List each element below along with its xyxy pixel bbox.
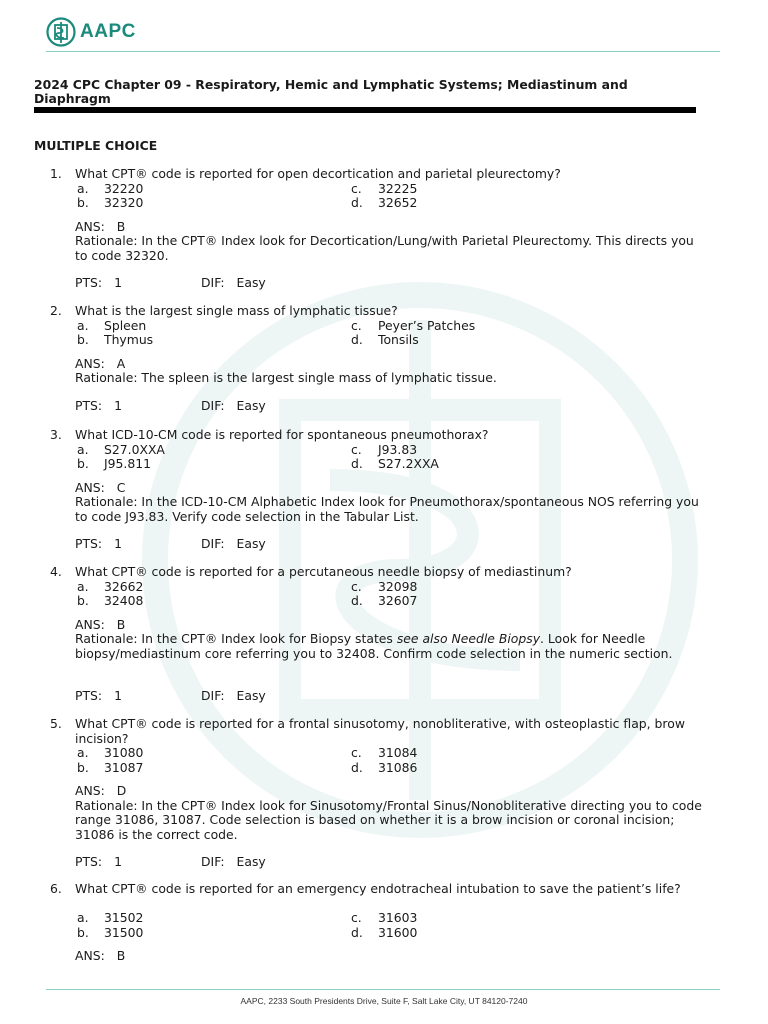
answer-key	[75, 618, 125, 633]
points-value: 1	[114, 536, 122, 551]
option-value: 32652	[378, 195, 418, 210]
question-number: 2.	[50, 303, 62, 318]
answer-label: ANS:	[75, 479, 105, 495]
option-letter: c.	[351, 910, 362, 925]
option-letter: a.	[77, 441, 89, 457]
rationale-text-part: . Look for Needle biopsy/mediastinum core referring you to 32408. Confirm code selection in the numeric section.	[75, 631, 673, 661]
option-letter: b.	[77, 593, 89, 608]
difficulty-field	[201, 399, 266, 414]
option-letter: a.	[77, 578, 89, 594]
points-value: 1	[114, 687, 122, 703]
points-value: 1	[114, 854, 122, 869]
difficulty-field	[201, 276, 266, 291]
option-letter: b.	[77, 332, 89, 347]
option-letter: c.	[351, 180, 362, 196]
answer-label: ANS:	[75, 948, 105, 963]
rationale-text: Rationale: In the CPT® Index look for Decortication/Lung/with Parietal Pleurectomy. This directs you to code 32320.	[75, 233, 694, 263]
points-field	[75, 537, 122, 552]
brand-name: AAPC	[80, 20, 136, 42]
answer-key	[75, 949, 125, 964]
option-letter: a.	[77, 745, 89, 760]
option-value: 32225	[378, 180, 418, 196]
option-value: S27.0XXA	[104, 441, 165, 457]
points-label: PTS:	[75, 275, 103, 290]
difficulty-value: Easy	[236, 397, 266, 413]
rationale-emphasis: see also Needle Biopsy	[396, 631, 541, 646]
rationale-text: Rationale: In the CPT® Index look for Sinusotomy/Frontal Sinus/Nonobliterative directing you to code range 31086, 31087. Code selection is based on whether it is a brow incision or coronal incision; 31086 is the correct code.	[75, 797, 702, 842]
option-letter: d.	[351, 593, 363, 608]
option-letter: c.	[351, 578, 362, 594]
title-underline-bar	[34, 107, 696, 113]
option-value: 31500	[104, 924, 144, 940]
question-number: 6.	[50, 881, 62, 896]
option-value: 32320	[104, 195, 144, 210]
option-value: 32662	[104, 578, 144, 594]
option-letter: c.	[351, 441, 362, 457]
answer-key	[75, 784, 126, 799]
option-value: J93.83	[378, 441, 418, 457]
option-letter: a.	[77, 180, 89, 196]
points-field	[75, 689, 122, 704]
answer-label: ANS:	[75, 783, 105, 798]
option-value: Peyer’s Patches	[378, 317, 476, 333]
points-label: PTS:	[75, 687, 103, 703]
difficulty-label: DIF:	[201, 275, 225, 290]
option-letter: c.	[351, 317, 362, 333]
option-value: 31502	[104, 910, 144, 925]
points-label: PTS:	[75, 536, 103, 551]
option-value: 31084	[378, 745, 418, 760]
answer-label: ANS:	[75, 616, 105, 632]
option-value: Spleen	[104, 317, 147, 333]
option-value: 31080	[104, 745, 144, 760]
option-value: 32098	[378, 578, 418, 594]
footer-address: AAPC, 2233 South Presidents Drive, Suite F, Salt Lake City, UT 84120-7240	[240, 996, 528, 1006]
option-value: 31603	[378, 910, 418, 925]
option-value: 31086	[378, 759, 418, 775]
option-value: Tonsils	[378, 332, 419, 347]
difficulty-field	[201, 855, 266, 870]
difficulty-field	[201, 537, 266, 552]
header-divider	[46, 51, 720, 52]
question-number: 4.	[50, 564, 62, 579]
question-text: What CPT® code is reported for open decortication and parietal pleurectomy?	[75, 166, 561, 181]
points-field	[75, 855, 122, 870]
aapc-logo	[46, 16, 136, 48]
difficulty-label: DIF:	[201, 536, 225, 551]
difficulty-label: DIF:	[201, 854, 225, 869]
difficulty-label: DIF:	[201, 687, 225, 703]
answer-value: B	[116, 616, 126, 632]
watermark-logo-icon	[140, 280, 700, 840]
option-letter: c.	[351, 745, 362, 760]
option-letter: b.	[77, 195, 89, 210]
points-field	[75, 276, 122, 291]
difficulty-value: Easy	[236, 275, 266, 290]
question-text: What CPT® code is reported for a frontal sinusotomy, nonobliterative, with osteoplastic flap, brow incision?	[75, 716, 685, 746]
option-value: Thymus	[104, 332, 154, 347]
question-number: 1.	[50, 166, 62, 181]
points-value: 1	[114, 397, 122, 413]
difficulty-value: Easy	[236, 854, 266, 869]
option-value: 32607	[378, 593, 418, 608]
answer-value: A	[116, 355, 126, 371]
option-value: 31087	[104, 759, 144, 775]
section-heading: MULTIPLE CHOICE	[34, 138, 158, 153]
option-letter: d.	[351, 195, 363, 210]
answer-key	[75, 481, 125, 496]
option-letter: d.	[351, 759, 363, 775]
question-text: What is the largest single mass of lymphatic tissue?	[75, 303, 398, 318]
answer-value: D	[116, 783, 127, 798]
difficulty-value: Easy	[236, 687, 266, 703]
option-letter: b.	[77, 759, 89, 775]
points-label: PTS:	[75, 854, 103, 869]
aapc-caduceus-icon	[46, 17, 76, 47]
option-value: 31600	[378, 924, 418, 940]
answer-value: B	[116, 218, 126, 234]
option-letter: d.	[351, 332, 363, 347]
answer-label: ANS:	[75, 355, 105, 371]
option-value: J95.811	[104, 456, 152, 471]
option-letter: a.	[77, 910, 89, 925]
option-letter: d.	[351, 456, 363, 471]
question-number: 3.	[50, 427, 62, 442]
question-text: What ICD-10-CM code is reported for spontaneous pneumothorax?	[75, 427, 489, 442]
answer-key	[75, 357, 125, 372]
option-value: 32220	[104, 180, 144, 196]
question-text: What CPT® code is reported for a percutaneous needle biopsy of mediastinum?	[75, 564, 572, 579]
option-value: 32408	[104, 593, 144, 608]
difficulty-field	[201, 689, 266, 704]
rationale-text: Rationale: The spleen is the largest single mass of lymphatic tissue.	[75, 370, 497, 385]
rationale-text-part: Rationale: In the CPT® Index look for Biopsy states	[75, 631, 397, 646]
answer-label: ANS:	[75, 218, 105, 234]
answer-value: B	[116, 948, 126, 963]
option-value: S27.2XXA	[378, 456, 439, 471]
answer-value: C	[116, 479, 126, 495]
difficulty-value: Easy	[236, 536, 266, 551]
option-letter: d.	[351, 924, 363, 940]
rationale-text: Rationale: In the ICD-10-CM Alphabetic Index look for Pneumothorax/spontaneous NOS referring you to code J93.83. Verify code selection in the Tabular List.	[75, 494, 699, 524]
points-label: PTS:	[75, 397, 103, 413]
question-number: 5.	[50, 716, 62, 731]
question-text: What CPT® code is reported for an emergency endotracheal intubation to save the patient’s life?	[75, 881, 681, 896]
option-letter: a.	[77, 317, 89, 333]
option-letter: b.	[77, 924, 89, 940]
footer-divider	[46, 989, 720, 990]
difficulty-label: DIF:	[201, 397, 225, 413]
points-field	[75, 399, 122, 414]
points-value: 1	[114, 275, 122, 290]
rationale-text	[75, 632, 705, 661]
answer-key	[75, 220, 125, 235]
option-letter: b.	[77, 456, 89, 471]
document-title: 2024 CPC Chapter 09 - Respiratory, Hemic and Lymphatic Systems; Mediastinum and Diaphragm	[34, 77, 628, 106]
